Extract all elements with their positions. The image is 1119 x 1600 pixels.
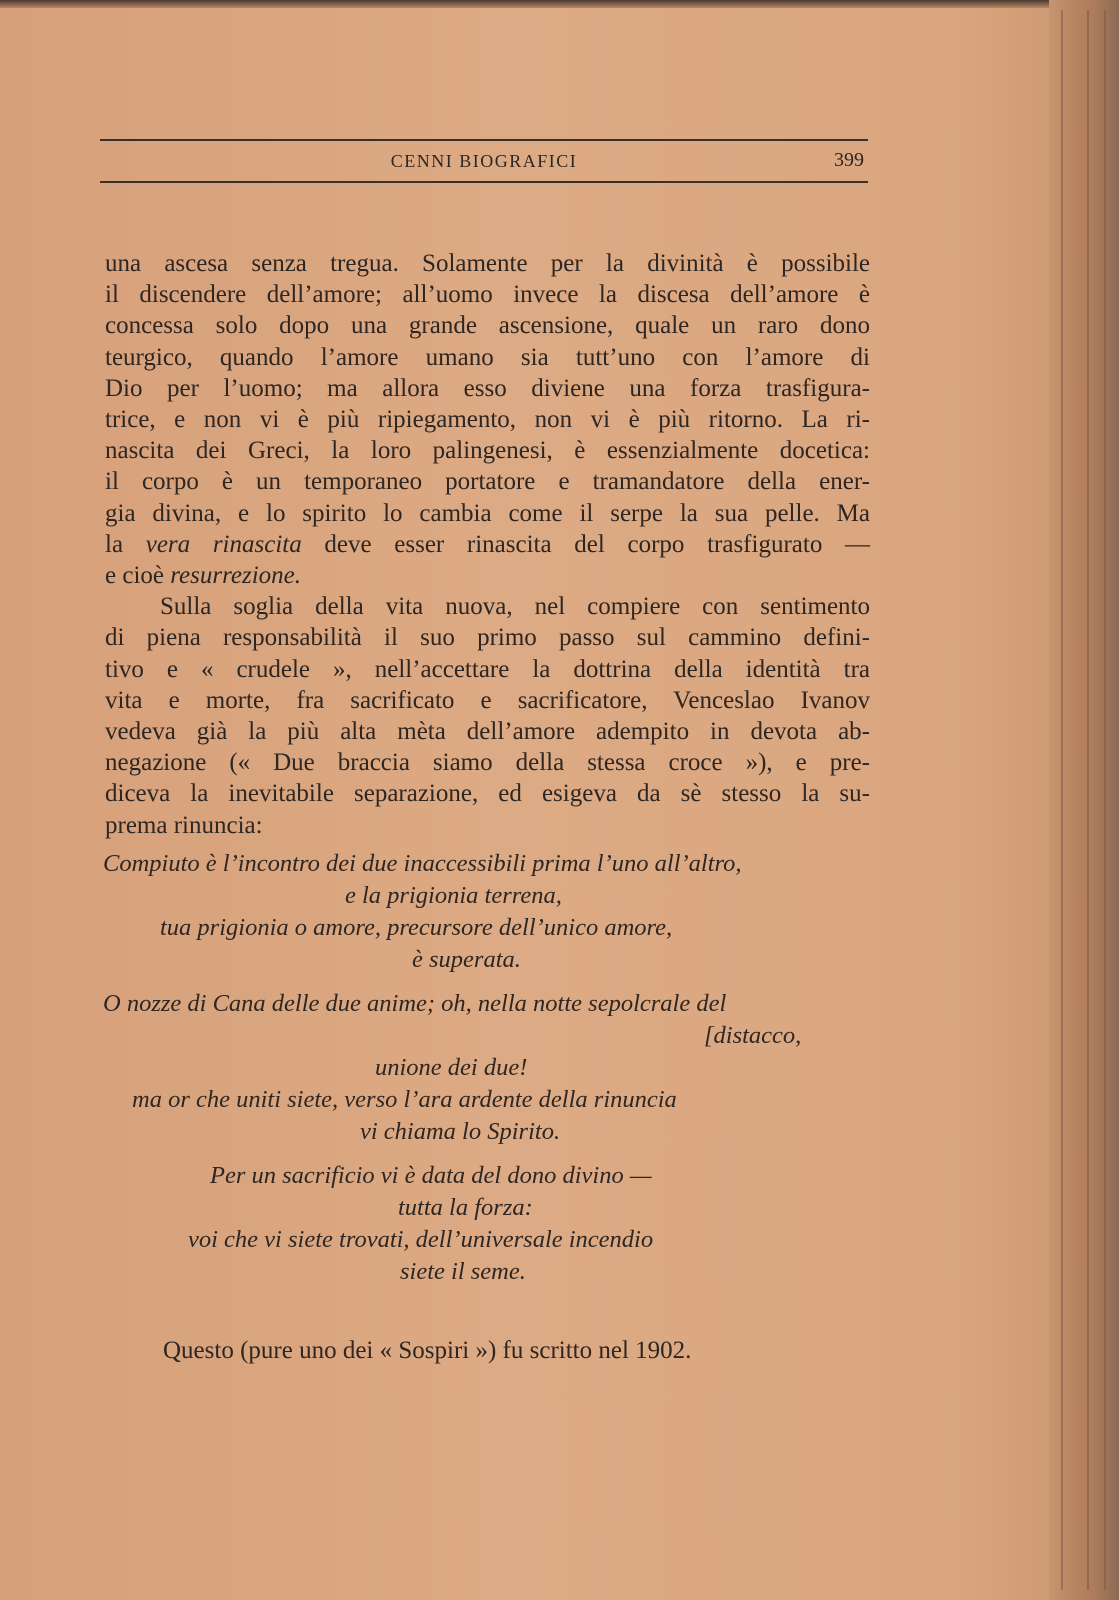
spine-line xyxy=(1087,10,1089,1590)
poem-line: Compiuto è l’incontro dei due inaccessibili prima l’uno all’altro, xyxy=(103,850,742,877)
spine-line xyxy=(1061,10,1063,1590)
italic-phrase: resurrezione. xyxy=(170,562,302,590)
poem-line: unione dei due! xyxy=(375,1054,528,1081)
text-line: una ascesa senza tregua. Solamente per la divinità è possibile xyxy=(105,250,870,277)
text-line: gia divina, e lo spirito lo cambia come il serpe la sua pelle. Ma xyxy=(105,499,870,527)
running-title: CENNI BIOGRAFICI xyxy=(390,151,578,171)
italic-phrase: vera rinascita xyxy=(145,530,302,558)
poem-line: voi che vi siete trovati, dell’universale incendio xyxy=(188,1226,654,1253)
text-line: il corpo è un temporaneo portatore e tramandatore della ener- xyxy=(105,468,870,496)
text-line: negazione (« Due braccia siamo della stessa croce »), e pre- xyxy=(105,749,870,777)
text-line: teurgico, quando l’amore umano sia tutt’uno con l’amore di xyxy=(105,343,870,371)
body-text xyxy=(105,248,870,841)
text-line: diceva la inevitabile separazione, ed esigeva da sè stesso la su- xyxy=(105,780,870,808)
text-line: tivo e « crudele », nell’accettare la dottrina della identità tra xyxy=(105,655,870,683)
text-line xyxy=(105,560,870,591)
text-line: Dio per l’uomo; ma allora esso diviene una forza trasfigura- xyxy=(105,374,870,402)
closing-note: Questo (pure uno dei « Sospiri ») fu scritto nel 1902. xyxy=(163,1337,692,1364)
text-line: prema rinuncia: xyxy=(105,811,263,839)
text-line: nascita dei Greci, la loro palingenesi, è essenzialmente docetica: xyxy=(105,437,870,465)
text-line: di piena responsabilità il suo primo passo sul cammino defini- xyxy=(105,624,870,652)
text-line: Sulla soglia della vita nuova, nel compiere con sentimento xyxy=(160,593,870,621)
poem-line: è superata. xyxy=(412,946,521,973)
text-fragment: la xyxy=(105,530,146,558)
spine-line xyxy=(1104,10,1106,1590)
page-number: 399 xyxy=(834,149,864,171)
text-line xyxy=(105,529,870,560)
header-rule-bottom xyxy=(100,181,868,183)
poem-line: vi chiama lo Spirito. xyxy=(360,1118,561,1145)
running-header xyxy=(100,147,868,175)
poem-line: e la prigionia terrena, xyxy=(345,882,562,909)
paragraph-1 xyxy=(105,248,870,591)
poem-line: ma or che uniti siete, verso l’ara ardente della rinuncia xyxy=(132,1086,677,1113)
page-top-edge xyxy=(0,0,1119,8)
poem-line: tutta la forza: xyxy=(398,1194,533,1221)
poem-line: [distacco, xyxy=(704,1022,802,1049)
text-line: concessa solo dopo una grande ascensione, quale un raro dono xyxy=(105,312,870,340)
text-line: il discendere dell’amore; all’uomo invece la discesa dell’amore è xyxy=(105,281,870,309)
paragraph-2 xyxy=(105,591,870,841)
poem-line: O nozze di Cana delle due anime; oh, nella notte sepolcrale del xyxy=(103,990,727,1017)
text-line: vedeva già la più alta mèta dell’amore adempito in devota ab- xyxy=(105,718,870,746)
text-fragment: e cioè xyxy=(105,562,171,590)
poem-line: tua prigionia o amore, precursore dell’unico amore, xyxy=(160,914,673,941)
text-fragment: deve esser rinascita del corpo trasfigurato — xyxy=(301,530,870,558)
poem-line: Per un sacrificio vi è data del dono divino — xyxy=(210,1162,652,1189)
header-rule-top xyxy=(100,139,868,141)
book-spine xyxy=(1049,0,1119,1600)
poem-line: siete il seme. xyxy=(400,1258,526,1285)
text-line: trice, e non vi è più ripiegamento, non vi è più ritorno. La ri- xyxy=(105,406,870,434)
text-line: vita e morte, fra sacrificato e sacrificatore, Venceslao Ivanov xyxy=(105,686,870,714)
